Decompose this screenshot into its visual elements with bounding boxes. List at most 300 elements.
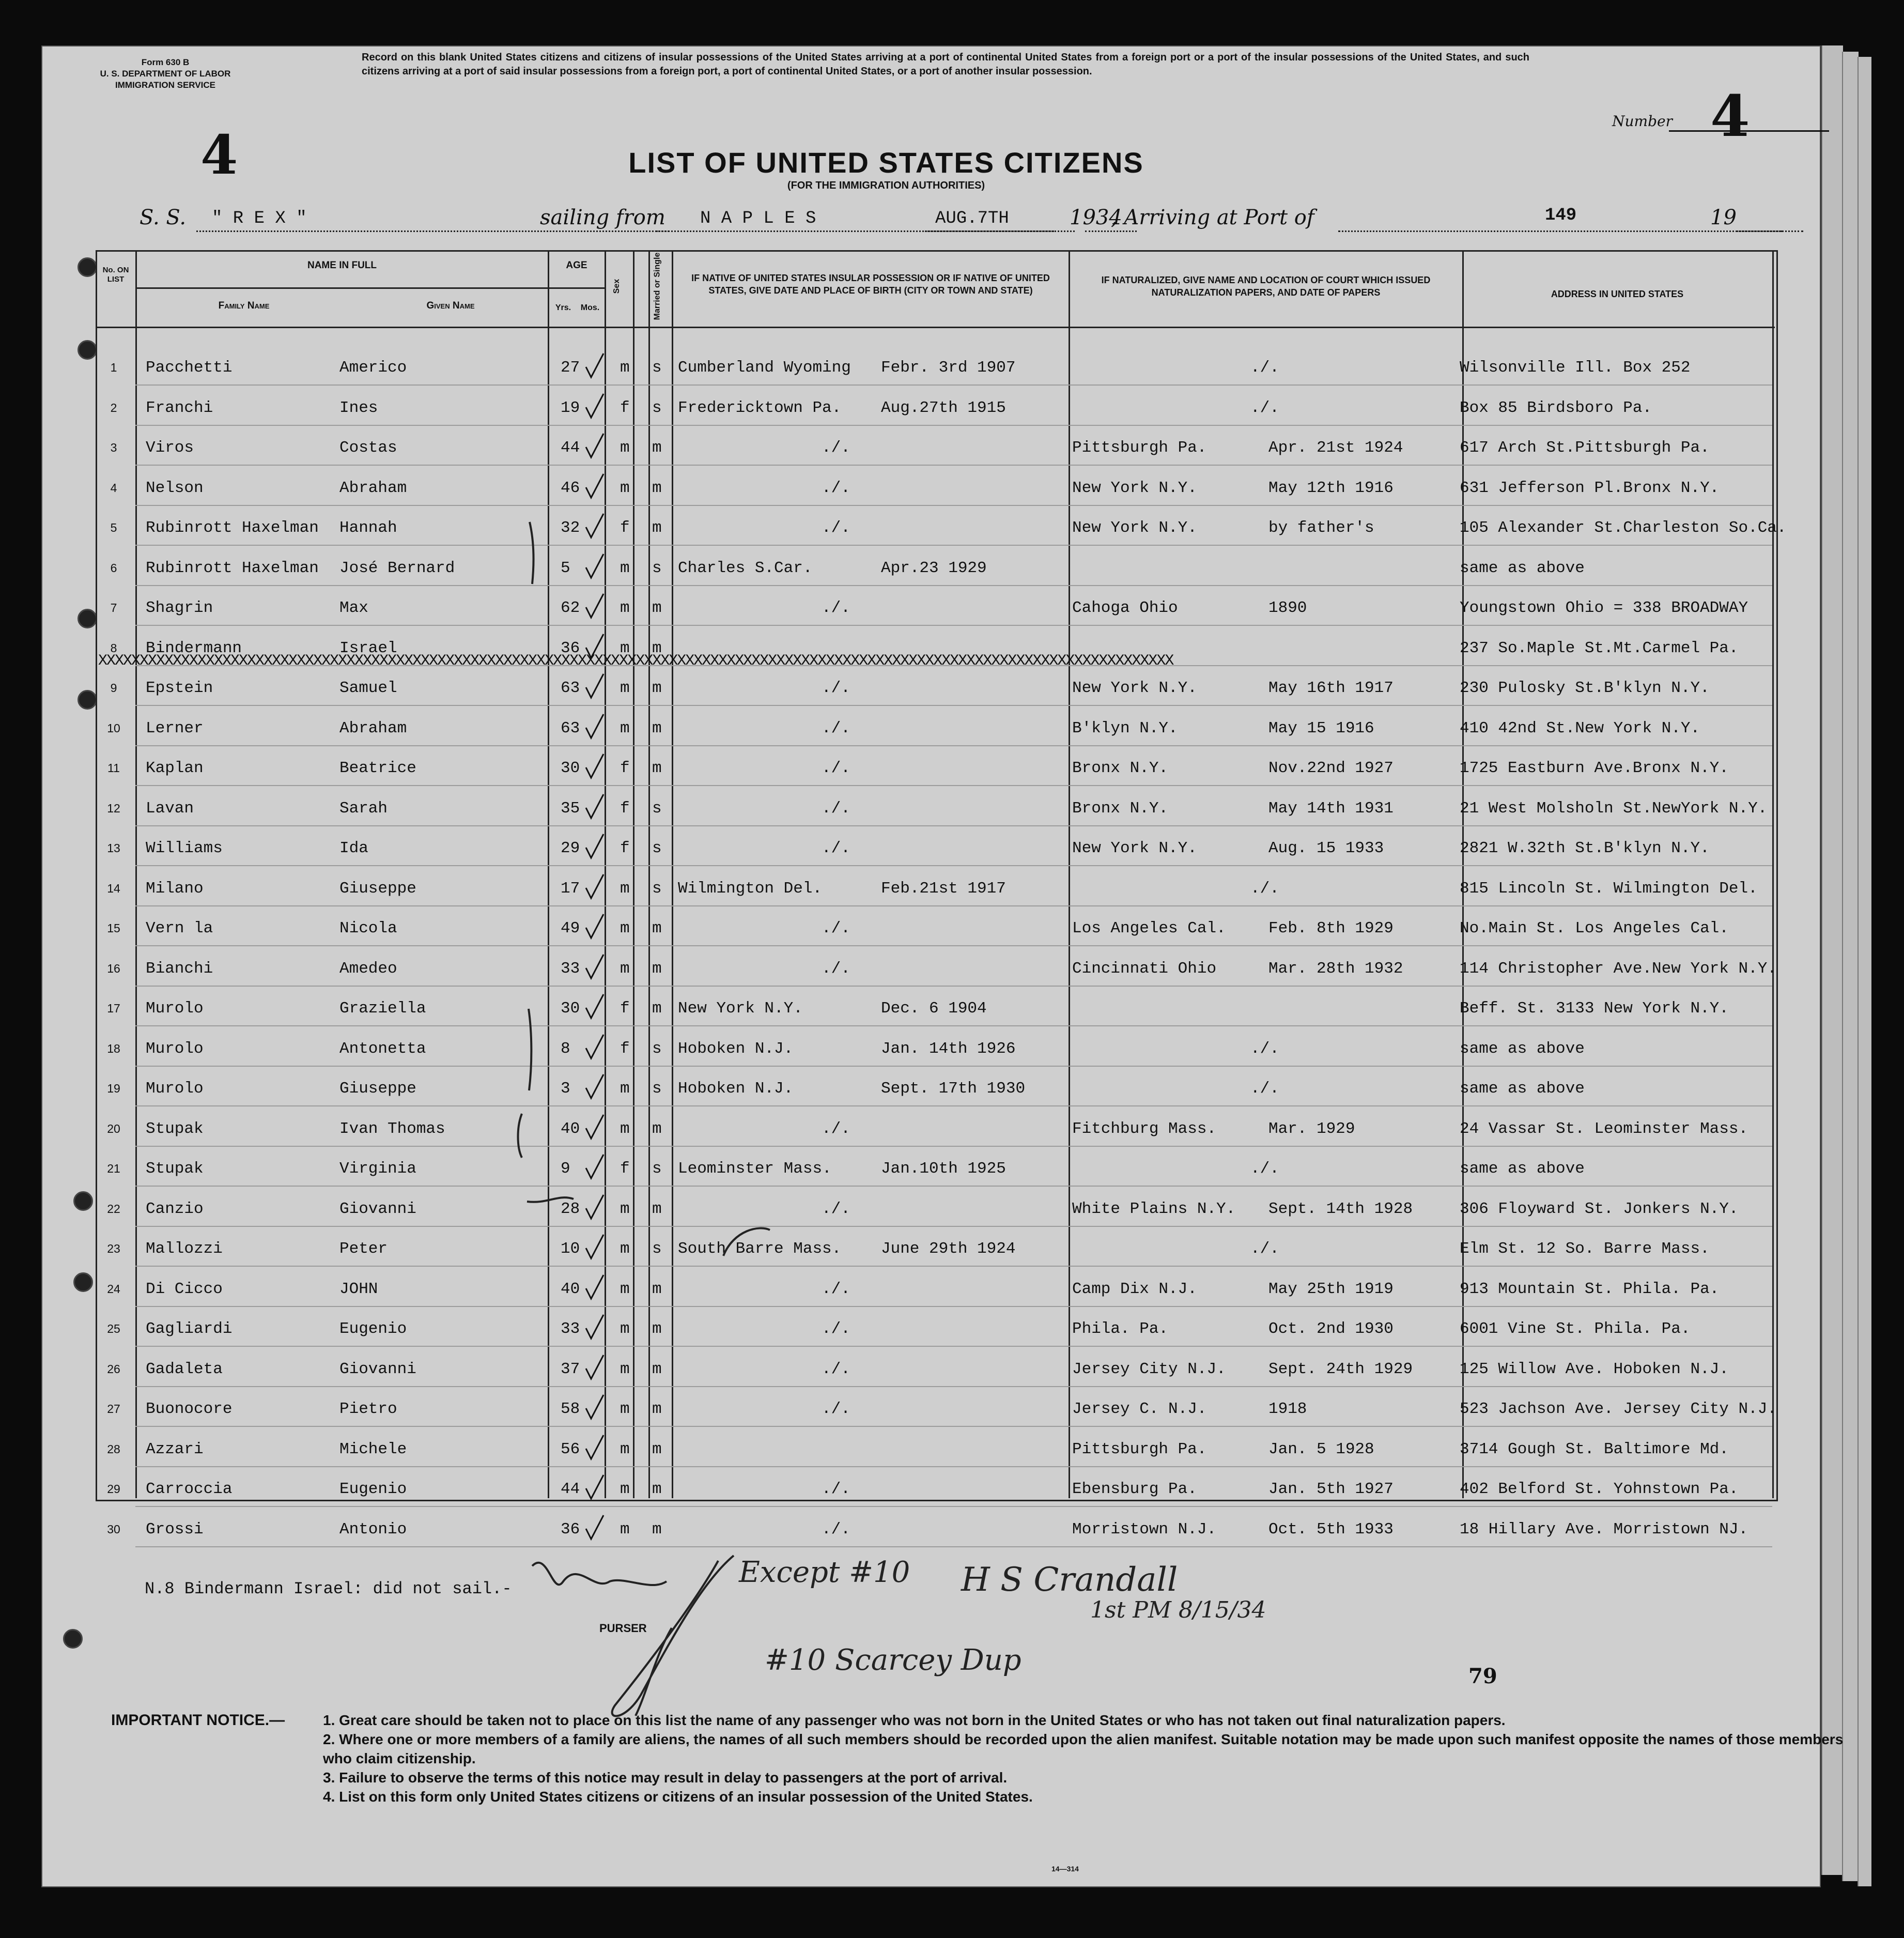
address: 24 Vassar St. Leominster Mass. xyxy=(1460,1119,1748,1138)
marital-status: s xyxy=(652,359,662,377)
header-address: ADDRESS IN UNITED STATES xyxy=(1551,289,1684,299)
marital-status: s xyxy=(652,799,662,818)
row-number: 11 xyxy=(107,761,120,775)
address: 1725 Eastburn Ave.Bronx N.Y. xyxy=(1460,759,1729,777)
row-number: 7 xyxy=(110,601,117,614)
header-naturalization: IF NATURALIZED, GIVE NAME AND LOCATION OF COURT WHICH ISSUED NATURALIZATION PAPERS, AND DATE OF PAPERS xyxy=(1101,275,1431,298)
row-number: 3 xyxy=(110,441,117,454)
marital-status: m xyxy=(652,759,662,777)
row-number: 25 xyxy=(107,1322,120,1335)
sex: m xyxy=(620,959,630,978)
age-years: 17 xyxy=(561,879,580,898)
sex: m xyxy=(620,1440,630,1458)
age-years: 36 xyxy=(561,1520,580,1539)
marital-status: s xyxy=(652,398,662,417)
sex: m xyxy=(620,1320,630,1338)
marital-status: m xyxy=(652,519,662,537)
page-title: LIST OF UNITED STATES CITIZENS xyxy=(628,146,1144,179)
page-number: 79 xyxy=(1468,1664,1497,1688)
age-years: 56 xyxy=(561,1440,580,1458)
address: Beff. St. 3133 New York N.Y. xyxy=(1460,999,1729,1018)
given-name: Pietro xyxy=(339,1400,397,1418)
marital-status: m xyxy=(652,599,662,617)
given-name: Abraham xyxy=(339,719,407,737)
birth-place: South Barre Mass. xyxy=(678,1240,842,1258)
sex: m xyxy=(620,679,630,697)
address: 21 West Molsholn St.NewYork N.Y. xyxy=(1460,799,1768,818)
birth-date: Apr.23 1929 xyxy=(881,559,987,577)
age-years: 28 xyxy=(561,1199,580,1218)
row-number: 6 xyxy=(110,561,117,575)
birth-date: Feb.21st 1917 xyxy=(881,879,1006,898)
naturalization-date: Apr. 21st 1924 xyxy=(1268,439,1403,457)
handwritten-dup-note: #10 Scarcey Dup xyxy=(765,1643,1021,1677)
list-stamp-number: 4 xyxy=(200,123,238,187)
given-name: Eugenio xyxy=(339,1480,407,1498)
age-years: 58 xyxy=(561,1400,580,1418)
naturalization-date: 1918 xyxy=(1268,1400,1307,1418)
given-name: JOHN xyxy=(339,1280,378,1298)
address: 523 Jachson Ave. Jersey City N.J. xyxy=(1460,1400,1777,1418)
sex: m xyxy=(620,879,630,898)
sex: m xyxy=(620,599,630,617)
sex: f xyxy=(620,839,630,857)
given-name: Virginia xyxy=(339,1160,416,1178)
row-number: 20 xyxy=(107,1121,120,1135)
given-name: Beatrice xyxy=(339,759,416,777)
age-years: 36 xyxy=(561,639,580,657)
family-name: Bianchi xyxy=(146,959,213,978)
birth-date: ./. xyxy=(822,519,850,537)
row-number: 27 xyxy=(107,1402,120,1416)
sex: m xyxy=(620,439,630,457)
naturalization-date: by father's xyxy=(1268,519,1374,537)
family-name: Pacchetti xyxy=(146,359,233,377)
given-name: Peter xyxy=(339,1240,388,1258)
family-name: Franchi xyxy=(146,398,213,417)
row-number: 29 xyxy=(107,1482,120,1496)
age-years: 32 xyxy=(561,519,580,537)
handwritten-inspector-note: 1st PM 8/15/34 xyxy=(1090,1597,1266,1623)
age-years: 40 xyxy=(561,1119,580,1138)
age-years: 63 xyxy=(561,719,580,737)
sex: m xyxy=(620,1240,630,1258)
family-name: Shagrin xyxy=(146,599,213,617)
birth-place: Hoboken N.J. xyxy=(678,1039,794,1058)
address: No.Main St. Los Angeles Cal. xyxy=(1460,919,1729,937)
address: 306 Floyward St. Jonkers N.Y. xyxy=(1460,1199,1739,1218)
family-name: Kaplan xyxy=(146,759,204,777)
family-name: Rubinrott Haxelman xyxy=(146,519,319,537)
given-name: Giuseppe xyxy=(339,879,416,898)
given-name: Giuseppe xyxy=(339,1080,416,1098)
birth-date: ./. xyxy=(822,599,850,617)
given-name: Americo xyxy=(339,359,407,377)
marital-status: s xyxy=(652,1039,662,1058)
given-name: José Bernard xyxy=(339,559,455,577)
naturalization-date: ./. xyxy=(1250,1080,1279,1098)
age-years: 33 xyxy=(561,1320,580,1338)
age-years: 19 xyxy=(561,398,580,417)
naturalization-court: Fitchburg Mass. xyxy=(1072,1119,1217,1138)
marital-status: s xyxy=(652,1240,662,1258)
address: same as above xyxy=(1460,1080,1585,1098)
marital-status: s xyxy=(652,839,662,857)
notice-item-1: 1. Great care should be taken not to place on this list the name of any passenger who was not born in the United States or who has not taken out final naturalization papers. xyxy=(323,1712,1506,1728)
family-name: Gadaleta xyxy=(146,1360,223,1378)
sex: m xyxy=(620,559,630,577)
row-number: 16 xyxy=(107,961,120,975)
header-yrs: Yrs. xyxy=(555,303,571,312)
row-number: 18 xyxy=(107,1041,120,1055)
naturalization-court: Ebensburg Pa. xyxy=(1072,1480,1197,1498)
age-years: 8 xyxy=(561,1039,570,1058)
naturalization-date: Sept. 14th 1928 xyxy=(1268,1199,1413,1218)
given-name: Giovanni xyxy=(339,1199,416,1218)
form-number: Form 630 B xyxy=(141,57,190,67)
naturalization-court: Morristown N.J. xyxy=(1072,1520,1217,1539)
age-years: 3 xyxy=(561,1080,570,1098)
marital-status: m xyxy=(652,1480,662,1498)
naturalization-court: New York N.Y. xyxy=(1072,519,1197,537)
birth-date: ./. xyxy=(822,1360,850,1378)
row-number: 5 xyxy=(110,521,117,534)
naturalization-date: Mar. 28th 1932 xyxy=(1268,959,1403,978)
marital-status: m xyxy=(652,1520,662,1539)
address: 105 Alexander St.Charleston So.Ca. xyxy=(1460,519,1787,537)
age-years: 27 xyxy=(561,359,580,377)
marital-status: m xyxy=(652,1119,662,1138)
departure-port: N A P L E S xyxy=(700,209,816,228)
birth-date: ./. xyxy=(822,1520,850,1539)
naturalization-date: May 14th 1931 xyxy=(1268,799,1394,818)
footnote: N.8 Bindermann Israel: did not sail.- xyxy=(145,1579,512,1598)
naturalization-court: Phila. Pa. xyxy=(1072,1320,1169,1338)
family-name: Vern la xyxy=(146,919,213,937)
birth-place: New York N.Y. xyxy=(678,999,803,1018)
naturalization-date: Oct. 5th 1933 xyxy=(1268,1520,1394,1539)
given-name: Giovanni xyxy=(339,1360,416,1378)
marital-status: m xyxy=(652,1320,662,1338)
marital-status: s xyxy=(652,1080,662,1098)
naturalization-date: ./. xyxy=(1250,1039,1279,1058)
important-notice xyxy=(111,1711,1844,1805)
address: 18 Hillary Ave. Morristown NJ. xyxy=(1460,1520,1748,1539)
age-years: 44 xyxy=(561,1480,580,1498)
marital-status: s xyxy=(652,559,662,577)
sailing-label: sailing from xyxy=(540,206,665,229)
address: 6001 Vine St. Phila. Pa. xyxy=(1460,1320,1691,1338)
birth-date: Dec. 6 1904 xyxy=(881,999,987,1018)
sailing-year: 1934 xyxy=(1070,206,1122,229)
address: 230 Pulosky St.B'klyn N.Y. xyxy=(1460,679,1710,697)
given-name: Ivan Thomas xyxy=(339,1119,445,1138)
notice-item-3: 3. Failure to observe the terms of this notice may result in delay to passengers at the port of arrival. xyxy=(323,1770,1008,1786)
given-name: Ida xyxy=(339,839,368,857)
family-name: Stupak xyxy=(146,1160,204,1178)
marital-status: m xyxy=(652,1280,662,1298)
row-8-strikeout: XXXXXXXXXXXXXXXXXXXXXXXXXXXXXXXXXXXXXXXXXXXXXXXXXXXXXXXXXXXXXXXXXXXXXXXXXXXXXXXXXXXXXXXXXXXXXXXXXXXXXXXXXXXXXXXXXXXXXXXXXXXXXXXXXX xyxy=(98,652,1173,670)
naturalization-date: ./. xyxy=(1250,879,1279,898)
given-name: Ines xyxy=(339,398,378,417)
header-name-in-full: NAME IN FULL xyxy=(307,260,377,271)
sex: m xyxy=(620,1199,630,1218)
header-given-name: Given Name xyxy=(426,300,475,311)
given-name: Sarah xyxy=(339,799,388,818)
naturalization-court: New York N.Y. xyxy=(1072,839,1197,857)
row-number: 17 xyxy=(107,1002,120,1015)
given-name: Antonetta xyxy=(339,1039,426,1058)
naturalization-court: New York N.Y. xyxy=(1072,479,1197,497)
address: 631 Jefferson Pl.Bronx N.Y. xyxy=(1460,479,1720,497)
given-name: Costas xyxy=(339,439,397,457)
birth-place: Wilmington Del. xyxy=(678,879,823,898)
handwritten-except-note: Except #10 xyxy=(739,1556,910,1589)
row-number: 22 xyxy=(107,1202,120,1216)
purser-label: PURSER xyxy=(599,1622,647,1635)
family-name: Mallozzi xyxy=(146,1240,223,1258)
sex: f xyxy=(620,799,630,818)
sex: f xyxy=(620,759,630,777)
row-number: 9 xyxy=(110,681,117,695)
family-name: Epstein xyxy=(146,679,213,697)
age-years: 10 xyxy=(561,1240,580,1258)
given-name: Michele xyxy=(339,1440,407,1458)
birth-place: Cumberland Wyoming xyxy=(678,359,851,377)
marital-status: s xyxy=(652,879,662,898)
naturalization-date: Mar. 1929 xyxy=(1268,1119,1355,1138)
given-name: Abraham xyxy=(339,479,407,497)
arrival-year-prefix: 19 xyxy=(1710,206,1737,229)
row-number: 1 xyxy=(110,361,117,374)
address: 2821 W.32th St.B'klyn N.Y. xyxy=(1460,839,1710,857)
family-name: Murolo xyxy=(146,1039,204,1058)
sex: m xyxy=(620,1520,630,1539)
sex: m xyxy=(620,1480,630,1498)
marital-status: m xyxy=(652,1440,662,1458)
marital-status: s xyxy=(652,1160,662,1178)
address: 815 Lincoln St. Wilmington Del. xyxy=(1460,879,1758,898)
birth-date: ./. xyxy=(822,959,850,978)
address: 913 Mountain St. Phila. Pa. xyxy=(1460,1280,1720,1298)
header-family-name: Family Name xyxy=(218,300,270,311)
family-name: Gagliardi xyxy=(146,1320,233,1338)
age-years: 35 xyxy=(561,799,580,818)
family-name: Carroccia xyxy=(146,1480,233,1498)
row-number: 24 xyxy=(107,1282,120,1296)
given-name: Amedeo xyxy=(339,959,397,978)
naturalization-court: Pittsburgh Pa. xyxy=(1072,1440,1207,1458)
row-number: 30 xyxy=(107,1522,120,1536)
marital-status: m xyxy=(652,999,662,1018)
row-number: 8 xyxy=(110,641,117,655)
naturalization-date: ./. xyxy=(1250,1240,1279,1258)
header-birth: IF NATIVE OF UNITED STATES INSULAR POSSESSION OR IF NATIVE OF UNITED STATES, GIVE DATE AND PLACE OF BIRTH (CITY OR TOWN AND STATE) xyxy=(691,273,1050,296)
age-years: 30 xyxy=(561,999,580,1018)
birth-place: Charles S.Car. xyxy=(678,559,813,577)
sex: m xyxy=(620,719,630,737)
family-name: Viros xyxy=(146,439,194,457)
marital-status: m xyxy=(652,679,662,697)
family-name: Murolo xyxy=(146,999,204,1018)
sex: m xyxy=(620,359,630,377)
naturalization-date: May 15 1916 xyxy=(1268,719,1374,737)
notice-item-4: 4. List on this form only United States citizens or citizens of an insular possession of the United States. xyxy=(323,1789,1033,1805)
row-number: 19 xyxy=(107,1082,120,1095)
address: 410 42nd St.New York N.Y. xyxy=(1460,719,1700,737)
age-years: 46 xyxy=(561,479,580,497)
address: Elm St. 12 So. Barre Mass. xyxy=(1460,1240,1710,1258)
birth-date: ./. xyxy=(822,799,850,818)
address: Box 85 Birdsboro Pa. xyxy=(1460,398,1652,417)
birth-date: ./. xyxy=(822,839,850,857)
naturalization-date: Jan. 5th 1927 xyxy=(1268,1480,1394,1498)
family-name: Rubinrott Haxelman xyxy=(146,559,319,577)
page-subtitle: (FOR THE IMMIGRATION AUTHORITIES) xyxy=(787,180,985,191)
sex: m xyxy=(620,479,630,497)
ss-label: S. S. xyxy=(140,206,187,229)
naturalization-date: Nov.22nd 1927 xyxy=(1268,759,1394,777)
naturalization-court: Bronx N.Y. xyxy=(1072,759,1169,777)
naturalization-court: Pittsburgh Pa. xyxy=(1072,439,1207,457)
family-name: Lavan xyxy=(146,799,194,818)
naturalization-date: Sept. 24th 1929 xyxy=(1268,1360,1413,1378)
family-name: Lerner xyxy=(146,719,204,737)
age-years: 49 xyxy=(561,919,580,937)
age-years: 9 xyxy=(561,1160,570,1178)
age-years: 5 xyxy=(561,559,570,577)
address: 125 Willow Ave. Hoboken N.J. xyxy=(1460,1360,1729,1378)
family-name: Canzio xyxy=(146,1199,204,1218)
row-number: 21 xyxy=(107,1162,120,1175)
given-name: Graziella xyxy=(339,999,426,1018)
sex: m xyxy=(620,919,630,937)
family-name: Milano xyxy=(146,879,204,898)
marital-status: m xyxy=(652,719,662,737)
address: 114 Christopher Ave.New York N.Y. xyxy=(1460,959,1777,978)
family-name: Bindermann xyxy=(146,639,242,657)
sex: m xyxy=(620,1360,630,1378)
arriving-label: , Arriving at Port of xyxy=(1111,206,1314,229)
marital-status: m xyxy=(652,1400,662,1418)
naturalization-court: New York N.Y. xyxy=(1072,679,1197,697)
age-years: 33 xyxy=(561,959,580,978)
number-value: 4 xyxy=(1710,83,1750,149)
sex: f xyxy=(620,1160,630,1178)
marital-status: m xyxy=(652,439,662,457)
age-years: 29 xyxy=(561,839,580,857)
birth-place: Leominster Mass. xyxy=(678,1160,832,1178)
naturalization-date: ./. xyxy=(1250,359,1279,377)
row-number: 13 xyxy=(107,841,120,855)
birth-place: Hoboken N.J. xyxy=(678,1080,794,1098)
naturalization-court: Jersey City N.J. xyxy=(1072,1360,1226,1378)
row-number: 28 xyxy=(107,1442,120,1456)
header-married-single: Married or Single xyxy=(653,252,662,320)
row-number: 15 xyxy=(107,921,120,935)
address: 237 So.Maple St.Mt.Carmel Pa. xyxy=(1460,639,1739,657)
given-name: Nicola xyxy=(339,919,397,937)
sailing-date: AUG.7TH xyxy=(935,209,1009,228)
sex: m xyxy=(620,1400,630,1418)
row-number: 26 xyxy=(107,1362,120,1376)
birth-place: Fredericktown Pa. xyxy=(678,398,842,417)
birth-date: ./. xyxy=(822,439,850,457)
naturalization-date: Feb. 8th 1929 xyxy=(1268,919,1394,937)
naturalization-court: White Plains N.Y. xyxy=(1072,1199,1236,1218)
naturalization-court: Cahoga Ohio xyxy=(1072,599,1178,617)
row-number: 14 xyxy=(107,881,120,895)
naturalization-court: Los Angeles Cal. xyxy=(1072,919,1226,937)
address: 3714 Gough St. Baltimore Md. xyxy=(1460,1440,1729,1458)
service-name: IMMIGRATION SERVICE xyxy=(115,80,215,90)
family-name: Stupak xyxy=(146,1119,204,1138)
sex: m xyxy=(620,639,630,657)
form-instructions: Record on this blank United States citizens and citizens of insular possessions of the United States arriving at a port of continental United States from a foreign port or a port of the insular possessions of the United States, and such citizens arriving at a port of said insular possessions from a foreign port, a port of continental United States, or a port of another insular possession. xyxy=(362,52,1529,77)
sex: f xyxy=(620,398,630,417)
age-years: 30 xyxy=(561,759,580,777)
age-years: 44 xyxy=(561,439,580,457)
naturalization-date: May 12th 1916 xyxy=(1268,479,1394,497)
notice-lead: IMPORTANT NOTICE.— xyxy=(111,1712,285,1729)
marital-status: m xyxy=(652,959,662,978)
marital-status: m xyxy=(652,639,662,657)
naturalization-date: Aug. 15 1933 xyxy=(1268,839,1384,857)
birth-date: Sept. 17th 1930 xyxy=(881,1080,1026,1098)
row-number: 23 xyxy=(107,1242,120,1255)
age-years: 62 xyxy=(561,599,580,617)
notice-item-2: 2. Where one or more members of a family are aliens, the names of all such members should be recorded upon the alien manifest. Suitable notation may be made upon such manifest opposite the names of those members who claim citizenship. xyxy=(323,1731,1844,1766)
birth-date: ./. xyxy=(822,719,850,737)
sex: m xyxy=(620,1080,630,1098)
row-number: 4 xyxy=(110,481,117,495)
sex: f xyxy=(620,519,630,537)
row-number: 10 xyxy=(107,721,120,735)
number-label: Number xyxy=(1612,113,1673,130)
given-name: Hannah xyxy=(339,519,397,537)
naturalization-court: Camp Dix N.J. xyxy=(1072,1280,1197,1298)
sex: f xyxy=(620,1039,630,1058)
address: same as above xyxy=(1460,559,1585,577)
naturalization-date: ./. xyxy=(1250,1160,1279,1178)
family-name: Grossi xyxy=(146,1520,204,1539)
family-name: Nelson xyxy=(146,479,204,497)
form-print-code: 14—314 xyxy=(1051,1865,1079,1873)
header-sex: Sex xyxy=(612,279,622,294)
family-name: Williams xyxy=(146,839,223,857)
naturalization-date: May 25th 1919 xyxy=(1268,1280,1394,1298)
arrival-port: 149 xyxy=(1545,206,1577,225)
birth-date: Jan.10th 1925 xyxy=(881,1160,1006,1178)
given-name: Max xyxy=(339,599,368,617)
marital-status: m xyxy=(652,1199,662,1218)
naturalization-date: Jan. 5 1928 xyxy=(1268,1440,1374,1458)
address: Youngstown Ohio = 338 BROADWAY xyxy=(1460,599,1748,617)
sex: f xyxy=(620,999,630,1018)
naturalization-date: 1890 xyxy=(1268,599,1307,617)
marital-status: m xyxy=(652,479,662,497)
family-name: Di Cicco xyxy=(146,1280,223,1298)
birth-date: ./. xyxy=(822,1280,850,1298)
age-years: 40 xyxy=(561,1280,580,1298)
row-number: 12 xyxy=(107,801,120,815)
given-name: Israel xyxy=(339,639,397,657)
naturalization-date: May 16th 1917 xyxy=(1268,679,1394,697)
address: same as above xyxy=(1460,1039,1585,1058)
header-age: AGE xyxy=(566,260,587,271)
age-years: 63 xyxy=(561,679,580,697)
sex: m xyxy=(620,1280,630,1298)
